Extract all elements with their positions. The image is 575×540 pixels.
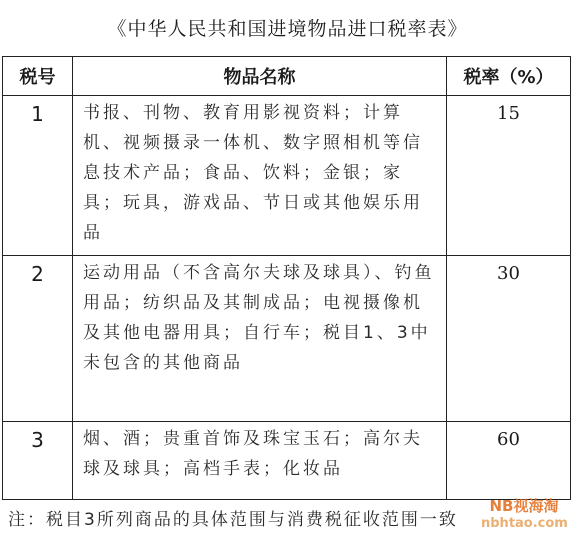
- tax-no-cell: 2: [3, 256, 73, 422]
- tax-rate-table: [2, 56, 571, 500]
- header-tax-no: 税号: [3, 57, 73, 96]
- tax-rate-cell: 60: [447, 422, 571, 500]
- tax-rate-cell: 15: [447, 96, 571, 256]
- table-footnote: 注：税目3所列商品的具体范围与消费税征收范围一致: [8, 510, 458, 530]
- tax-rate-cell: 30: [447, 256, 571, 422]
- table-row: [3, 96, 571, 256]
- item-names-cell: 运动用品（不含高尔夫球及球具）、钓鱼用品；纺织品及其制成品；电视摄像机及其他电器用具；自行车；税目1、3中未包含的其他商品: [73, 256, 447, 422]
- document-title: 《中华人民共和国进境物品进口税率表》: [107, 18, 468, 40]
- item-names-cell: 烟、酒；贵重首饰及珠宝玉石；高尔夫球及球具；高档手表；化妆品: [73, 422, 447, 500]
- table-row: [3, 256, 571, 422]
- watermark-line-1: NB视海淘: [489, 497, 559, 515]
- table-row: [3, 422, 571, 500]
- header-item-name: 物品名称: [73, 57, 447, 96]
- item-names-cell: 书报、刊物、教育用影视资料；计算机、视频摄录一体机、数字照相机等信息技术产品；食品、饮料；金银；家具；玩具，游戏品、节日或其他娱乐用品: [73, 96, 447, 256]
- watermark-line-2: nbhtao.com: [481, 516, 568, 531]
- site-watermark: [481, 498, 567, 536]
- tax-no-cell: 3: [3, 422, 73, 500]
- header-tax-rate: 税率（%）: [447, 57, 571, 96]
- tax-no-cell: 1: [3, 96, 73, 256]
- table-header-row: [3, 57, 571, 96]
